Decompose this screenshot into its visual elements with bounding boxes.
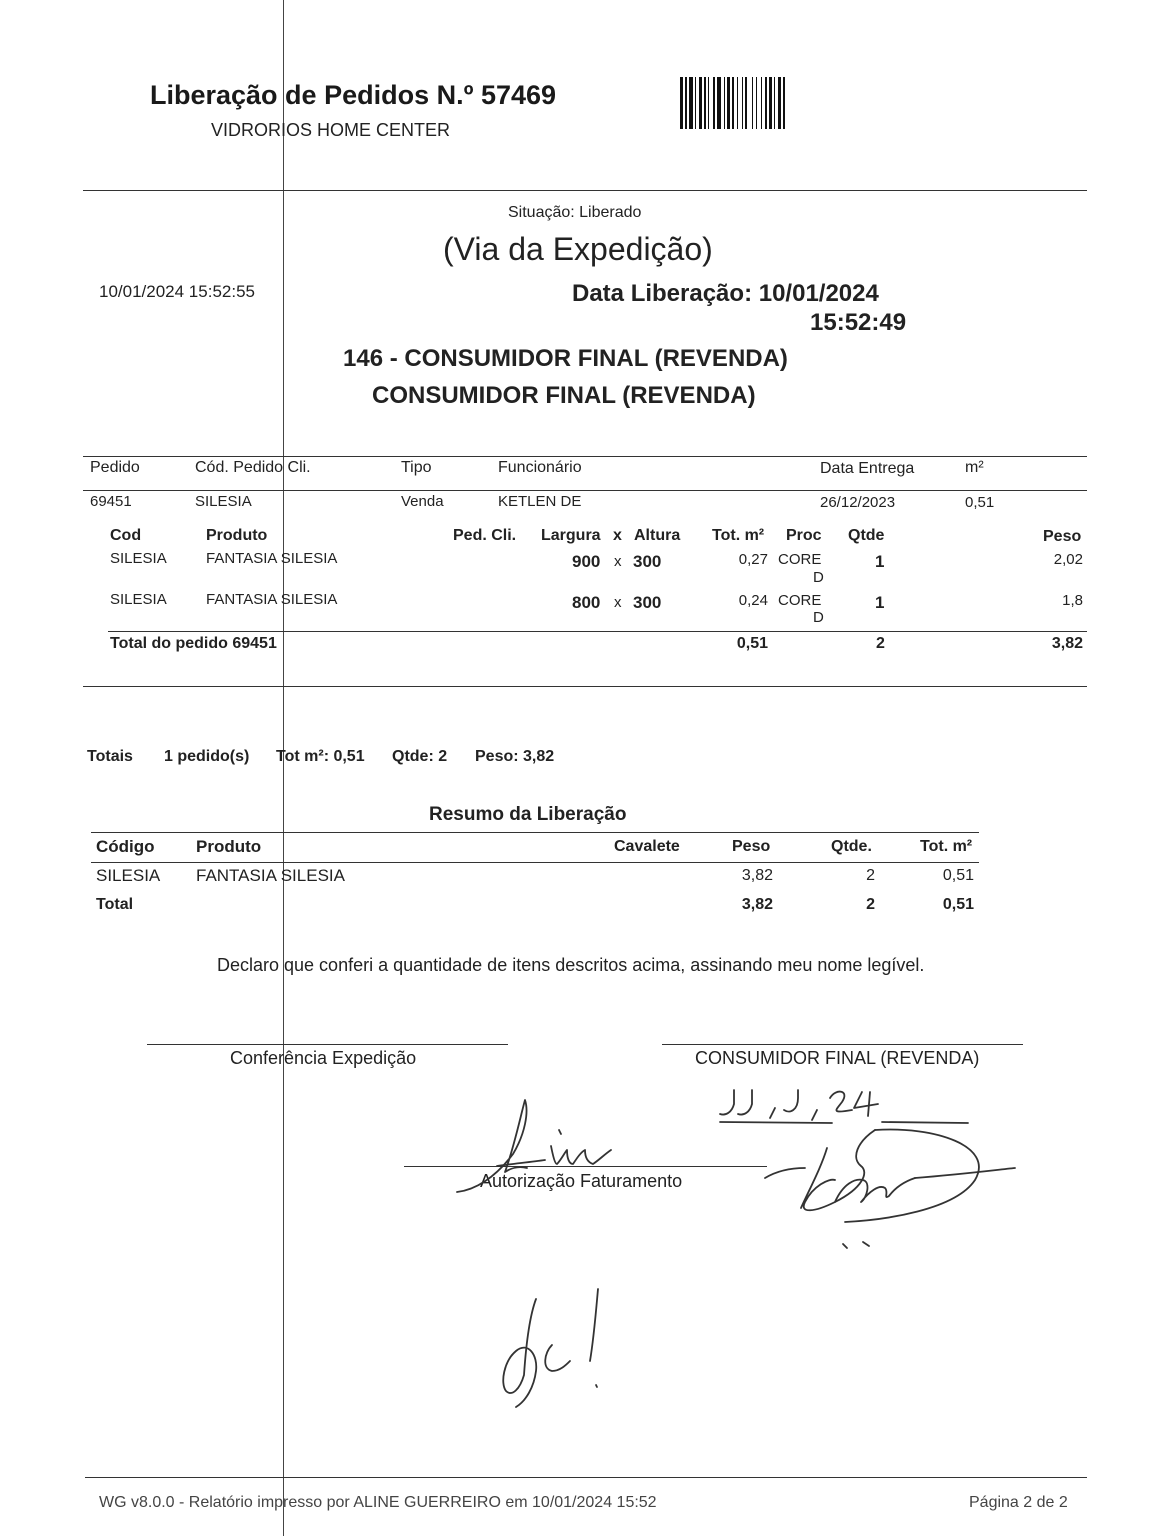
divider-resumo-top	[91, 832, 979, 833]
order-cod-pedido-cli: SILESIA	[195, 493, 252, 510]
order-total-m2: 0,51	[736, 635, 768, 652]
totais-qtde: Qtde: 2	[392, 748, 448, 765]
item-peso: 1,8	[1062, 592, 1083, 609]
item-cod: SILESIA	[110, 550, 167, 567]
item-qtde: 1	[875, 552, 885, 571]
handwritten-initials	[498, 1285, 608, 1415]
items-col-largura: Largura	[541, 527, 601, 544]
resumo-col-cavalete: Cavalete	[614, 838, 680, 855]
resumo-row-produto: FANTASIA SILESIA	[196, 866, 345, 885]
col-pedido: Pedido	[90, 459, 140, 476]
item-produto: FANTASIA SILESIA	[206, 550, 338, 567]
totais-tot-m2: Tot m²: 0,51	[276, 748, 365, 765]
resumo-total-qtde: 2	[866, 896, 875, 913]
item-largura: 800	[572, 593, 601, 612]
item-cod: SILESIA	[110, 591, 167, 608]
divider-top	[83, 190, 1087, 191]
divider-order-bottom	[83, 686, 1087, 687]
item-altura: 300	[633, 552, 662, 571]
col-tipo: Tipo	[401, 459, 432, 476]
totais-label: Totais	[87, 748, 133, 765]
items-col-produto: Produto	[206, 527, 268, 544]
item-proc-cont: D	[813, 569, 824, 586]
items-col-altura: Altura	[634, 527, 681, 544]
totais-pedidos: 1 pedido(s)	[164, 748, 250, 765]
items-col-peso: Peso	[1043, 528, 1082, 545]
item-produto: FANTASIA SILESIA	[206, 591, 338, 608]
order-m2: 0,51	[965, 494, 995, 511]
footer-printed-by: WG v8.0.0 - Relatório impresso por ALINE GUERREIRO em 10/01/2024 15:52	[99, 1494, 657, 1511]
resumo-title: Resumo da Liberação	[429, 804, 627, 825]
resumo-col-peso: Peso	[732, 838, 771, 855]
resumo-row-tot-m2: 0,51	[942, 867, 974, 884]
signature-line-cliente	[662, 1044, 1023, 1045]
item-tot-m2: 0,27	[738, 551, 768, 568]
client-line-2: CONSUMIDOR FINAL (REVENDA)	[372, 382, 756, 409]
items-col-proc: Proc	[786, 527, 822, 544]
status-situacao: Situação: Liberado	[508, 204, 642, 221]
signature-line-conferencia	[147, 1044, 508, 1045]
divider-order-total	[108, 631, 1087, 632]
company-name: VIDRORIOS HOME CENTER	[211, 120, 451, 140]
divider-order-header	[83, 490, 1087, 491]
col-cod-pedido-cli: Cód. Pedido Cli.	[195, 459, 311, 476]
resumo-row-qtde: 2	[866, 867, 875, 884]
item-proc-cont: D	[813, 609, 824, 626]
order-pedido: 69451	[90, 493, 132, 510]
resumo-col-tot-m2: Tot. m²	[920, 838, 973, 855]
resumo-row-codigo: SILESIA	[96, 866, 161, 885]
item-proc: CORE	[778, 592, 822, 609]
client-line-1: 146 - CONSUMIDOR FINAL (REVENDA)	[343, 345, 788, 372]
order-funcionario: KETLEN DE	[498, 493, 582, 510]
page-title: Liberação de Pedidos N.º 57469	[150, 80, 557, 110]
items-col-ped-cli: Ped. Cli.	[453, 527, 517, 544]
signature-label-conferencia: Conferência Expedição	[230, 1048, 417, 1068]
divider-order-top	[83, 456, 1087, 457]
resumo-col-qtde: Qtde.	[831, 838, 872, 855]
items-col-tot-m2: Tot. m²	[712, 527, 765, 544]
resumo-total-tot-m2: 0,51	[942, 896, 974, 913]
item-tot-m2: 0,24	[738, 592, 768, 609]
col-funcionario: Funcionário	[498, 459, 582, 476]
divider-resumo-header	[91, 862, 979, 863]
via-label: (Via da Expedição)	[443, 231, 713, 267]
client-signature	[765, 1118, 995, 1258]
authorization-signature	[455, 1094, 645, 1204]
signature-label-cliente: CONSUMIDOR FINAL (REVENDA)	[695, 1048, 980, 1068]
order-total-qtde: 2	[876, 635, 885, 652]
hora-liberacao: 15:52:49	[810, 309, 907, 336]
items-col-x: x	[613, 527, 622, 544]
order-tipo: Venda	[401, 493, 444, 510]
items-col-qtde: Qtde	[848, 527, 885, 544]
signature-label-autorizacao: Autorização Faturamento	[480, 1171, 683, 1191]
footer-page-number: Página 2 de 2	[969, 1494, 1068, 1511]
item-largura: 900	[572, 552, 601, 571]
order-total-peso: 3,82	[1051, 635, 1083, 652]
page-fold-line	[283, 0, 284, 1536]
items-col-cod: Cod	[110, 527, 142, 544]
resumo-total-peso: 3,82	[741, 896, 773, 913]
item-proc: CORE	[778, 551, 822, 568]
data-liberacao: Data Liberação: 10/01/2024	[572, 280, 879, 307]
divider-footer	[85, 1477, 1087, 1478]
printed-at: 10/01/2024 15:52:55	[99, 282, 255, 301]
declaration-text: Declaro que conferi a quantidade de itens descritos acima, assinando meu nome legível.	[217, 955, 925, 975]
resumo-total-label: Total	[96, 896, 134, 913]
resumo-col-produto: Produto	[196, 837, 262, 856]
resumo-col-codigo: Código	[96, 837, 155, 856]
order-total-label: Total do pedido 69451	[110, 635, 277, 652]
order-data-entrega: 26/12/2023	[820, 494, 896, 511]
item-peso: 2,02	[1053, 551, 1083, 568]
barcode-icon	[680, 77, 856, 129]
item-x: x	[614, 553, 622, 570]
col-data-entrega: Data Entrega	[820, 460, 915, 477]
item-qtde: 1	[875, 593, 885, 612]
col-m2: m²	[965, 459, 984, 476]
item-x: x	[614, 594, 622, 611]
totais-peso: Peso: 3,82	[475, 748, 555, 765]
item-altura: 300	[633, 593, 662, 612]
resumo-row-peso: 3,82	[741, 867, 773, 884]
